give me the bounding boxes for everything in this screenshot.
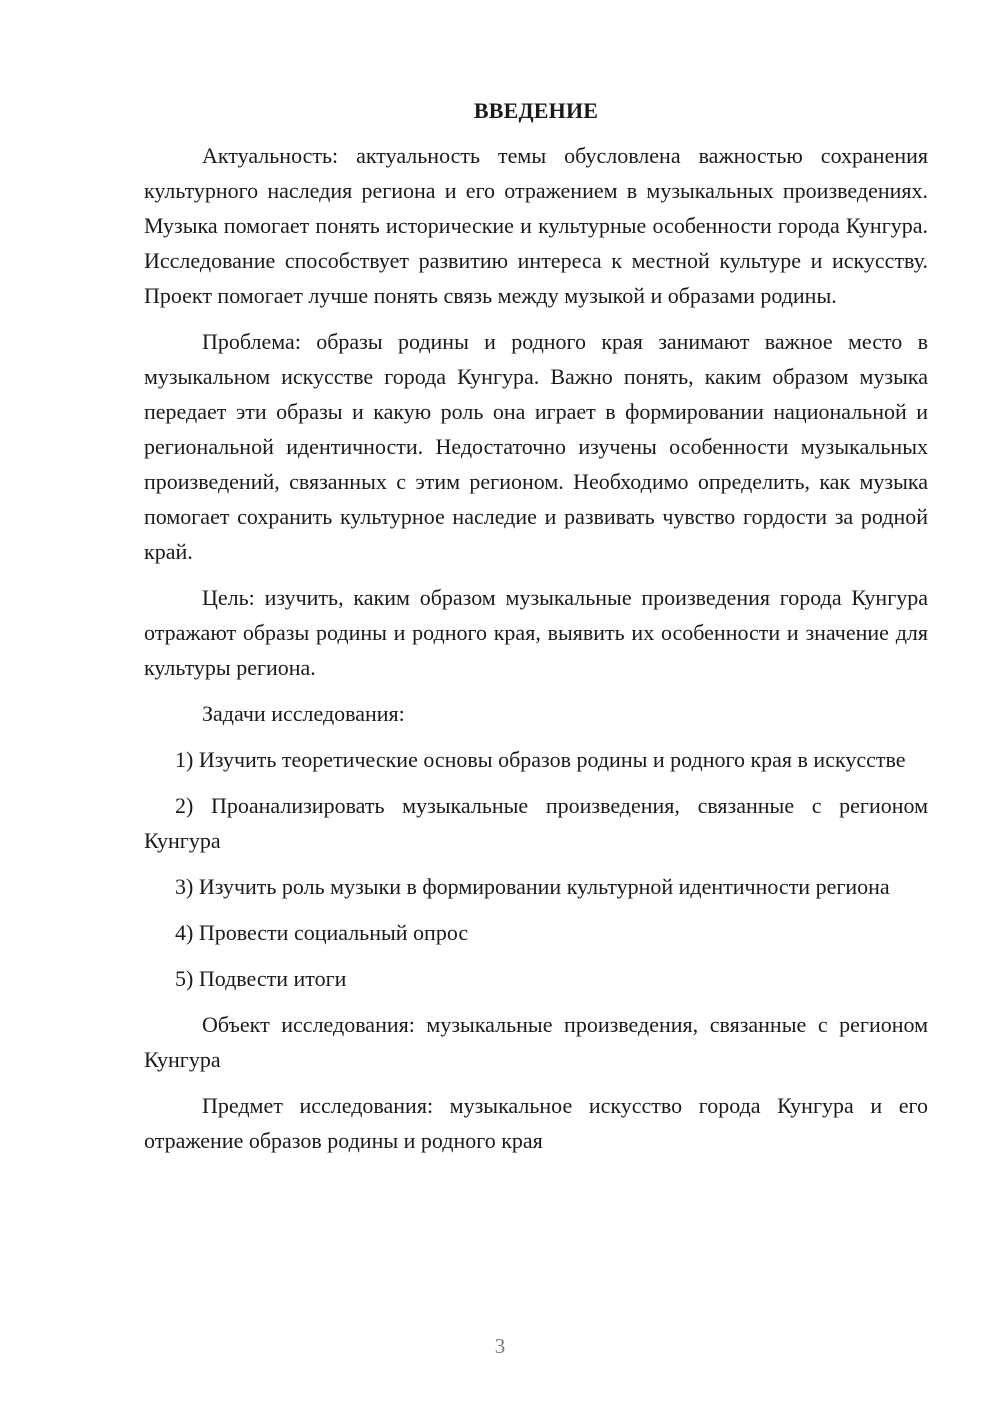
problem-paragraph: Проблема: образы родины и родного края занимают важное место в музыкальном искусстве города Кунгура. Важно понять, каким образом музыка передает эти образы и какую роль она играет в формировании национальной и региональной идентичности. Недостаточно изучены особенности музыкальных произведений, связанных с этим регионом. Необходимо определить, как музыка помогает сохранить культурное наследие и развивать чувство гордости за родной край. xyxy=(144,329,928,564)
task-item-4: 4) Провести социальный опрос xyxy=(175,920,469,945)
page-number: 3 xyxy=(494,1334,506,1358)
task-item-2: 2) Проанализировать музыкальные произведения, связанные с регионом Кунгура xyxy=(144,793,928,853)
tasks-title: Задачи исследования: xyxy=(202,701,405,726)
task-item-1: 1) Изучить теоретические основы образов родины и родного края в искусстве xyxy=(175,747,906,772)
goal-paragraph: Цель: изучить, каким образом музыкальные произведения города Кунгура отражают образы родины и родного края, выявить их особенности и значение для культуры региона. xyxy=(144,585,928,680)
document-body xyxy=(144,96,928,1158)
page-title: ВВЕДЕНИЕ xyxy=(473,98,599,123)
relevance-paragraph: Актуальность: актуальность темы обусловлена важностью сохранения культурного наследия региона и его отражением в музыкальных произведениях. Музыка помогает понять исторические и культурные особенности города Кунгура. Исследование способствует развитию интереса к местной культуре и искусству. Проект помогает лучше понять связь между музыкой и образами родины. xyxy=(144,143,928,308)
subject-paragraph: Предмет исследования: музыкальное искусство города Кунгура и его отражение образов родины и родного края xyxy=(144,1093,928,1153)
task-item-5: 5) Подвести итоги xyxy=(175,966,347,991)
object-paragraph: Объект исследования: музыкальные произведения, связанные с регионом Кунгура xyxy=(144,1012,928,1072)
task-item-3: 3) Изучить роль музыки в формировании культурной идентичности региона xyxy=(175,874,890,899)
